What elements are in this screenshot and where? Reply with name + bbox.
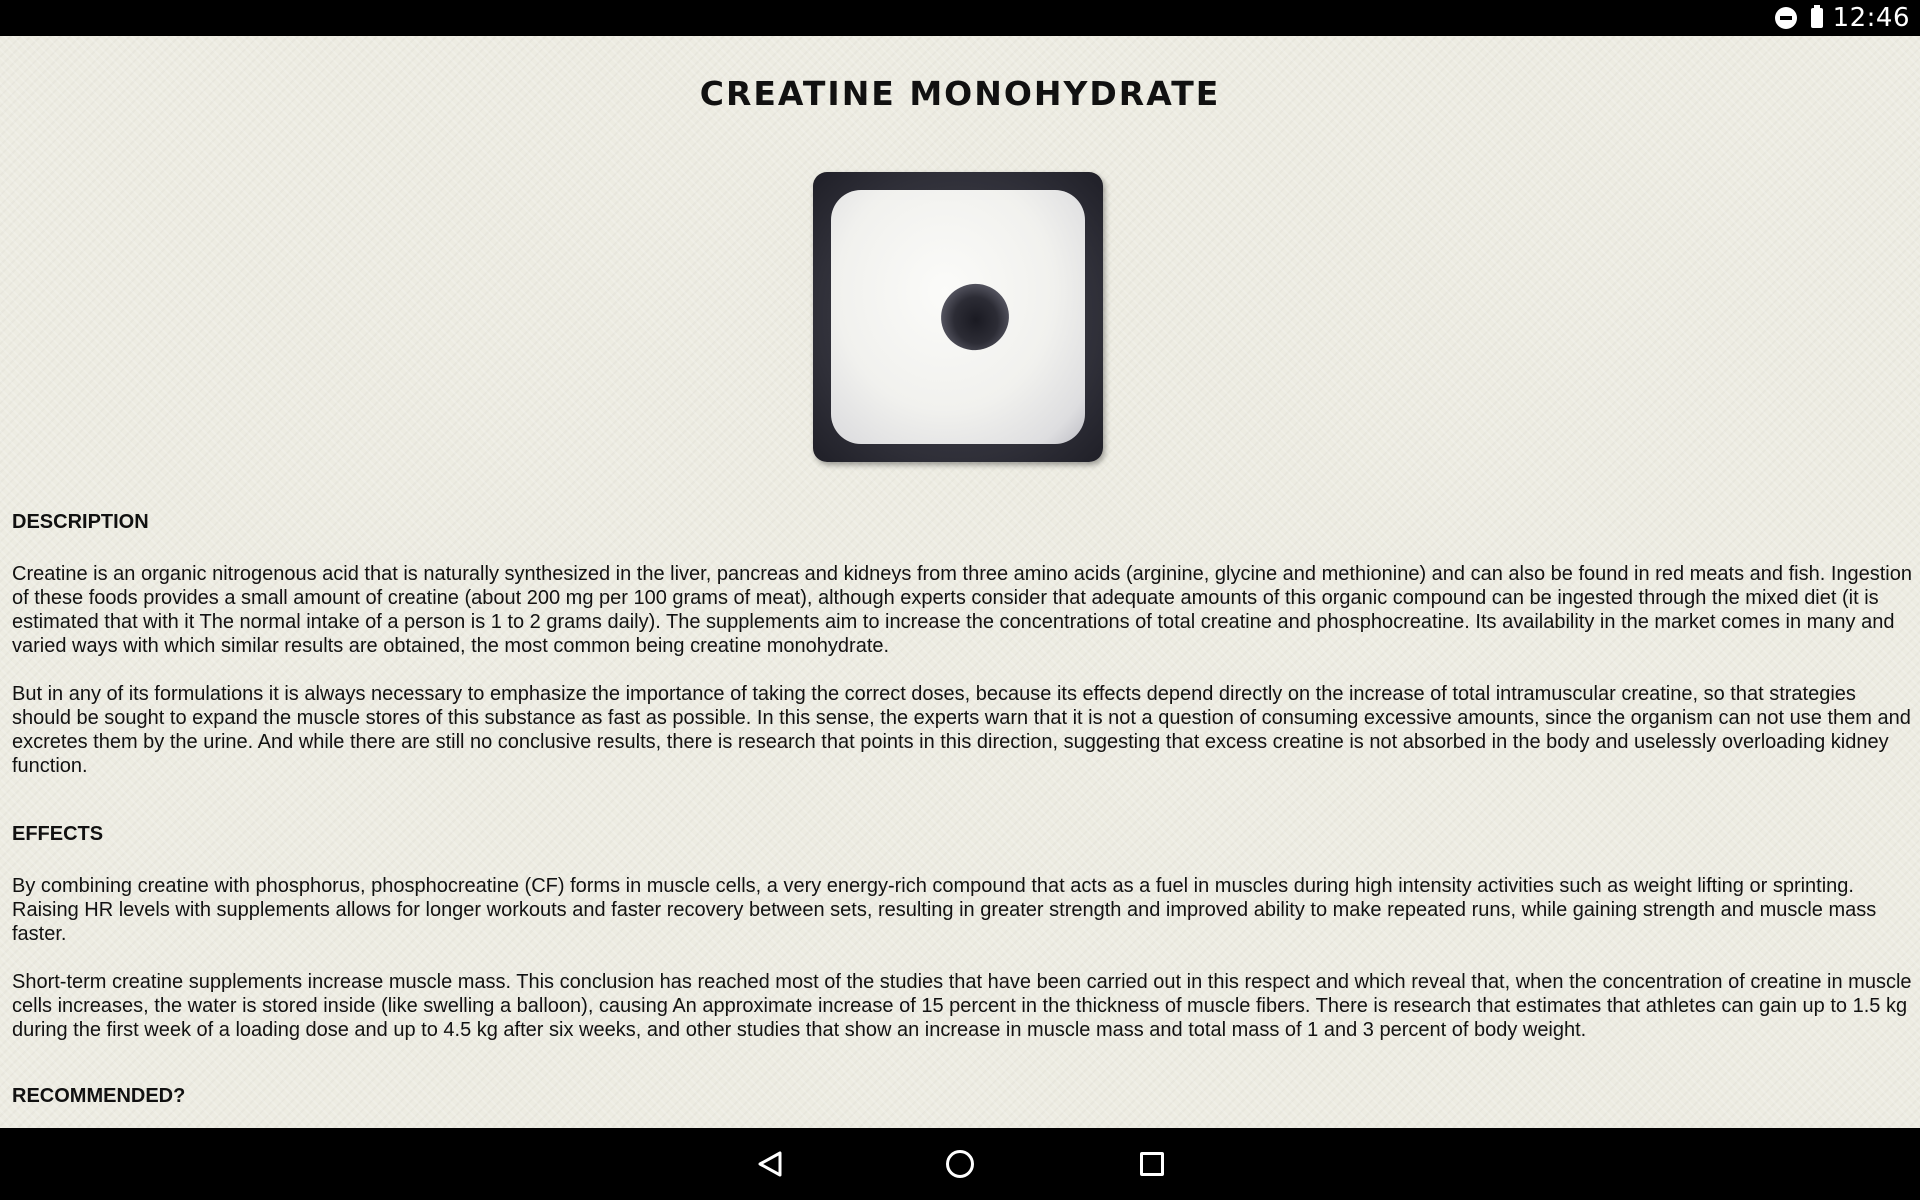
page-title: CREATINE MONOHYDRATE [699,74,1221,113]
powder-surface [831,190,1085,444]
navigation-bar [0,1128,1920,1200]
effects-paragraph-1: By combining creatine with phosphorus, phosphocreatine (CF) forms in muscle cells, a very energy-rich compound that acts as a fuel in muscles during high intensity activities such as weight lifting or sprinting. Raising HR levels with supplements allows for longer workouts and faster recovery between sets, resulting in greater strength and improved ability to make repeated runs, while gaining strength and muscle mass faster. [12,875,1877,945]
description-paragraph-2: But in any of its formulations it is always necessary to emphasize the importance of taking the correct doses, because its effects depend directly on the increase of total intramuscular creatine, so that strategies should be sought to expand the muscle stores of this substance as fast as possible. In this sense, the experts warn that it is not a question of consuming excessive amounts, since the organism can not use them and excretes them by the urine. And while there are still no conclusive results, there is research that points in this direction, suggesting that excess creatine is not absorbed in the body and uselessly overloading kidney function. [12,683,1911,777]
back-icon[interactable] [756,1150,784,1178]
recents-icon[interactable] [1140,1152,1164,1176]
description-paragraph-1: Creatine is an organic nitrogenous acid that is naturally synthesized in the liver, pancreas and kidneys from three amino acids (arginine, glycine and methionine) and can also be found in red meats and fish. Ingestion of these foods provides a small amount of creatine (about 200 mg per 100 grams of meat), although experts consider that adequate amounts of this organic compound can be ingested through the mixed diet (it is estimated that with it The normal intake of a person is 1 to 2 grams daily). The supplements aim to increase the concentrations of total creatine and phosphocreatine. Its availability in the market comes in many and varied ways with which similar results are obtained, the most common being creatine monohydrate. [12,563,1912,657]
effects-paragraph-2: Short-term creatine supplements increase muscle mass. This conclusion has reached most of the studies that have been carried out in this respect and which reveal that, when the concentration of creatine in muscle cells increases, the water is stored inside (like swelling a balloon), causing An approximate increase of 15 percent in the thickness of muscle fibers. There is research that estimates that athletes can gain up to 1.5 kg during the first week of a loading dose and up to 4.5 kg after six weeks, and other studies that show an increase in muscle mass and total mass of 1 and 3 percent of body weight. [12,971,1912,1041]
do-not-disturb-icon [1775,7,1797,29]
section-heading-effects: EFFECTS [12,823,104,845]
section-heading-recommended: RECOMMENDED? [12,1085,186,1107]
article-content[interactable] [0,36,1920,1128]
powder-hole [934,276,1017,357]
home-icon[interactable] [946,1150,974,1178]
status-clock: 12:46 [1832,3,1910,33]
battery-icon [1811,8,1823,28]
creatine-powder-image [813,172,1103,462]
article-body [12,510,1912,1108]
status-bar [0,0,1920,36]
status-icons [1775,0,1910,36]
section-heading-description: DESCRIPTION [12,511,149,533]
